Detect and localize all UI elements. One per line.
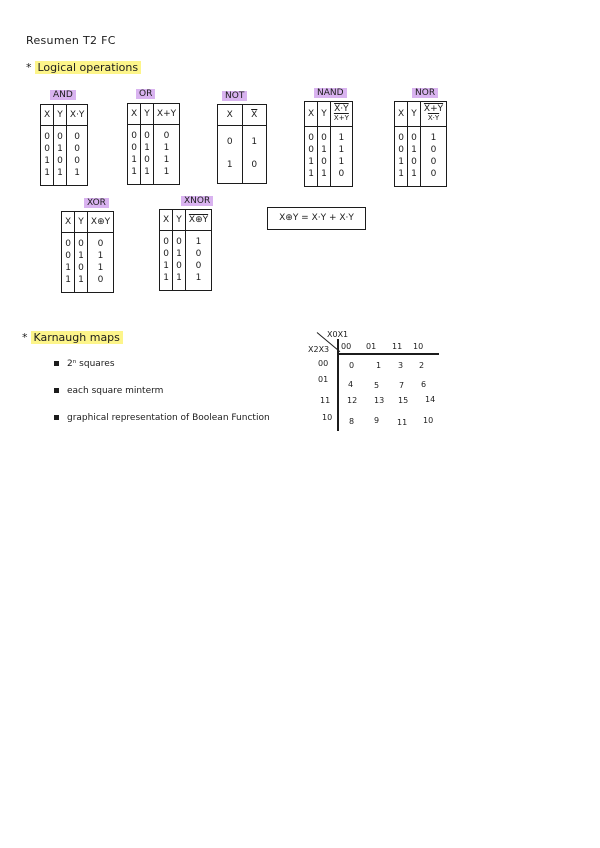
kmap-cell: 6: [421, 380, 427, 389]
kmap-cell: 5: [374, 381, 380, 390]
truth-table-and: X Y X·Y 0 0 0 0 1 0 1 0 0 1 1 1: [40, 104, 88, 186]
table-row: 1 1 1: [41, 167, 88, 186]
table-row: 0 0 1: [160, 231, 212, 249]
kmap-cell: 8: [349, 417, 355, 426]
kmap-side-line: [337, 339, 339, 431]
kmap-header-line: [337, 353, 439, 355]
list-item: each square minterm: [54, 386, 163, 396]
kmap-cell: 4: [348, 380, 354, 389]
kmap-cell: 14: [425, 395, 436, 404]
kmap-col-header: 11: [392, 342, 403, 351]
kmap-cell: 3: [398, 361, 404, 370]
kmap-row-variables: X2X3: [308, 345, 330, 354]
list-item: 2ⁿ squares: [54, 359, 115, 369]
table-row: 1 0: [218, 153, 267, 184]
kmap-column-variables: X0X1: [327, 330, 349, 339]
table-row: 0 0 0: [128, 125, 180, 143]
section-bullet: *: [22, 331, 28, 344]
truth-table-xnor: X Y X⊕Y 0 0 1 0 1 0 1 0 0 1 1 1: [159, 209, 212, 291]
table-row: 1 1 0: [62, 274, 114, 293]
kmap-cell: 2: [419, 361, 425, 370]
kmap-cell: 15: [398, 396, 409, 405]
table-row: 1 0 0: [41, 155, 88, 167]
table-row: 1 1 1: [128, 166, 180, 185]
gate-label-xnor: XNOR: [181, 196, 213, 206]
xor-formula: X⊕Y = X·Y + X·Y: [267, 207, 366, 230]
truth-table-xor: X Y X⊕Y 0 0 0 0 1 1 1 0 1 1 1 0: [61, 211, 114, 293]
gate-label-or: OR: [136, 89, 155, 99]
kmap-col-header: 00: [341, 342, 352, 351]
table-row: 1 1 0: [305, 168, 353, 187]
table-row: 0 1 1: [62, 250, 114, 262]
table-row: 0 1 0: [395, 144, 447, 156]
gate-label-nand: NAND: [314, 88, 347, 98]
section-logical-operations: [26, 61, 141, 74]
table-row: 1 0 0: [160, 260, 212, 272]
kmap-cell: 7: [399, 381, 405, 390]
gate-label-nor: NOR: [412, 88, 438, 98]
list-item: graphical representation of Boolean Function: [54, 413, 270, 423]
table-row: 1 0 1: [305, 156, 353, 168]
table-row: 1 0 0: [395, 156, 447, 168]
table-row: 0 1 0: [41, 143, 88, 155]
section-title: Karnaugh maps: [31, 331, 123, 344]
kmap-cell: 10: [423, 416, 434, 425]
section-bullet: *: [26, 61, 32, 74]
gate-label-not: NOT: [222, 91, 247, 101]
kmap-row-header: 11: [320, 396, 331, 405]
gate-label-xor: XOR: [84, 198, 109, 208]
table-row: 0 1 1: [128, 142, 180, 154]
kmap-row-header: 01: [318, 375, 329, 384]
kmap-col-header: 10: [413, 342, 424, 351]
table-row: 0 0 1: [395, 127, 447, 145]
table-row: 1 0 1: [62, 262, 114, 274]
truth-table-not: X $\overline{X}$ 0 1 1 0: [217, 104, 267, 184]
kmap-cell: 13: [374, 396, 385, 405]
page-title: Resumen T2 FC: [26, 34, 116, 47]
table-row: 0 0 1: [305, 127, 353, 145]
section-karnaugh-maps: [22, 331, 123, 344]
table-row: 1 1 0: [395, 168, 447, 187]
kmap-col-header: 01: [366, 342, 377, 351]
table-row: 0 1: [218, 126, 267, 154]
table-row: 1 0 1: [128, 154, 180, 166]
kmap-cell: 0: [349, 361, 355, 370]
kmap-row-header: 10: [322, 413, 333, 422]
truth-table-nor: X Y X+Y X·Y 0 0 1 0 1 0 1 0 0 1 1 0: [394, 101, 447, 187]
table-row: 0 0 0: [41, 126, 88, 144]
table-row: 0 1 0: [160, 248, 212, 260]
table-row: 1 1 1: [160, 272, 212, 291]
kmap-row-header: 00: [318, 359, 329, 368]
table-row: 0 0 0: [62, 233, 114, 251]
kmap-cell: 11: [397, 418, 408, 427]
kmap-cell: 9: [374, 416, 380, 425]
truth-table-nand: X Y X·Y X+Y 0 0 1 0 1 1 1 0 1 1 1 0: [304, 101, 353, 187]
kmap-cell: 1: [376, 361, 382, 370]
truth-table-or: X Y X+Y 0 0 0 0 1 1 1 0 1 1 1 1: [127, 103, 180, 185]
section-title: Logical operations: [35, 61, 142, 74]
kmap-cell: 12: [347, 396, 358, 405]
table-row: 0 1 1: [305, 144, 353, 156]
gate-label-and: AND: [50, 90, 76, 100]
